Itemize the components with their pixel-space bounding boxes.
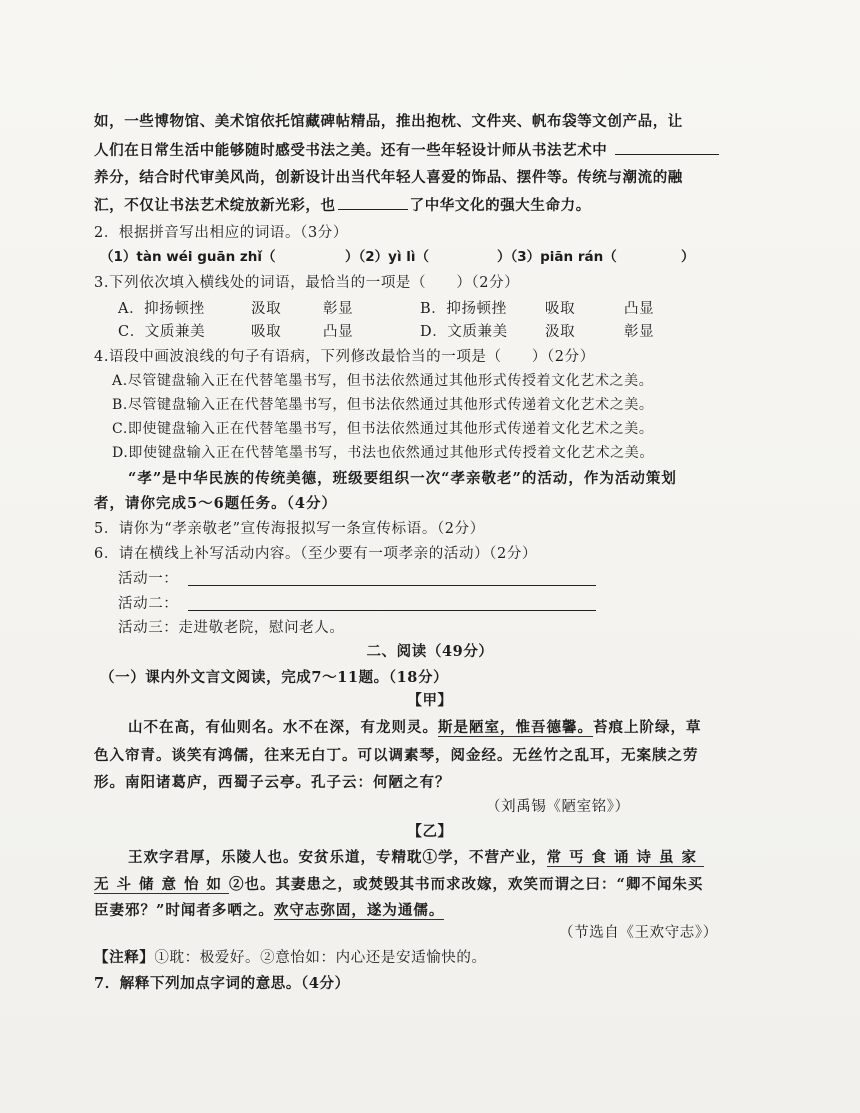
yi-label: 【乙】: [407, 823, 453, 840]
q3-option-b-1[interactable]: B．抑扬顿挫: [420, 301, 507, 317]
q3-option-b-2: 吸取: [545, 301, 576, 317]
q3-option-d-1[interactable]: D．文质兼美: [420, 324, 508, 340]
q3-stem: 3.下列依次填入横线处的词语，最恰当的一项是（ ）（2分）: [94, 275, 520, 291]
passage-line-1: 如，一些博物馆、美术馆依托馆藏碑帖精品，推出抱枕、文件夹、帆布袋等文创产品，让: [94, 113, 683, 130]
yi-line-1-a: 王欢字君厚，乐陵人也。安贫乐道，专精耽①学，不营产业，: [128, 849, 547, 866]
q3-option-c-1[interactable]: C．文质兼美: [118, 324, 206, 340]
jia-line-3: 形。南阳诸葛庐，西蜀子云亭。孔子云：何陋之有？: [94, 774, 451, 791]
reading-1-stem: （一）课内外文言文阅读，完成7～11题。（18分）: [100, 669, 449, 686]
q3-option-a-3: 彰显: [323, 301, 354, 317]
passage-line-4-text-a: 汇，不仅让书法艺术绽放新光彩，也: [94, 197, 336, 214]
q3-option-a-2: 汲取: [251, 301, 282, 317]
passage-line-3: 养分，结合时代审美风尚，创新设计出当代年轻人喜爱的饰品、摆件等。传统与潮流的融: [94, 169, 683, 186]
passage-line-2: [94, 139, 719, 160]
jia-line-1-c: 苔痕上阶绿，草: [593, 719, 702, 736]
jia-line-1-a: 山不在高，有仙则名。水不在深，有龙则灵。: [128, 719, 438, 736]
passage-blank-2[interactable]: [338, 195, 408, 210]
task-intro-line-2: 者，请你完成5～6题任务。（4分）: [94, 495, 338, 512]
q2-pinyin-2: ）（2）yì lì（: [345, 249, 430, 265]
task-intro-line-1: “孝”是中华民族的传统美德，班级要组织一次“孝亲敬老”的活动，作为活动策划: [128, 470, 677, 487]
passage-line-4: [94, 194, 591, 215]
yi-underlined-phrase-a: 常丐食诵诗虽家: [546, 849, 704, 866]
passage-blank-1[interactable]: [615, 140, 719, 155]
passage-line-4-text-b: 了中华文化的强大生命力。: [409, 197, 591, 214]
q6-activity-1-label: 活动一：: [118, 571, 179, 587]
q3-option-b-3: 凸显: [624, 301, 655, 317]
yi-line-2-b: ②也。其妻患之，或焚毁其书而求改嫁，欢笑而谓之曰：“卿不闻朱买: [229, 876, 704, 893]
q6-activity-2-label: 活动二：: [118, 596, 179, 612]
yi-underlined-phrase-b: 无斗储意怡如: [94, 876, 229, 893]
q7-stem: 7．解释下列加点字词的意思。（4分）: [94, 975, 350, 992]
q2-stem: 2．根据拼音写出相应的词语。（3分）: [94, 225, 348, 241]
yi-line-2: [94, 873, 703, 894]
section-2-title: 二、阅读（49分）: [366, 643, 494, 660]
note-label: 【注释】: [94, 949, 155, 966]
note-text: ①耽：极爱好。②意怡如：内心还是安适愉快的。: [154, 950, 487, 966]
q4-stem: 4.语段中画波浪线的句子有语病，下列修改最恰当的一项是（ ）（2分）: [94, 349, 595, 365]
q6-activity-1-answer-line[interactable]: [188, 585, 596, 586]
q4-option-d[interactable]: D.即使键盘输入正在代替笔墨书写，书法也依然通过其他形式传授着文化艺术之美。: [112, 445, 654, 461]
yi-underlined-sentence: 欢守志弥固，遂为通儒。: [273, 902, 445, 919]
q6-activity-2-answer-line[interactable]: [188, 610, 596, 611]
jia-source: （刘禹锡《陋室铭》）: [486, 799, 630, 815]
q2-pinyin-3: ）（3）piān rán（: [497, 249, 617, 265]
q2-pinyin-1: （1）tàn wéi guān zhǐ（: [100, 249, 276, 265]
q2-pinyin-close: ）: [681, 249, 695, 265]
note: [94, 946, 487, 967]
jia-label: 【甲】: [407, 692, 453, 709]
q4-option-a[interactable]: A.尽管键盘输入正在代替笔墨书写，但书法依然通过其他形式传授着文化艺术之美。: [112, 373, 654, 389]
jia-line-1: [128, 716, 702, 737]
q3-option-d-3: 彰显: [624, 324, 655, 340]
q4-option-b[interactable]: B.尽管键盘输入正在代替笔墨书写，但书法依然通过其他形式传递着文化艺术之美。: [112, 397, 654, 413]
q5-stem: 5．请你为“孝亲敬老”宣传海报拟写一条宣传标语。（2分）: [94, 521, 485, 537]
jia-underlined-sentence: 斯是陋室，惟吾德馨。: [438, 719, 593, 736]
q6-activity-3: 活动三：走进敬老院，慰问老人。: [118, 620, 345, 636]
q6-stem: 6．请在横线上补写活动内容。（至少要有一项孝亲的活动）（2分）: [94, 546, 538, 562]
yi-line-3: [94, 899, 444, 920]
jia-line-2: 色入帘青。谈笑有鸿儒，往来无白丁。可以调素琴，阅金经。无丝竹之乱耳，无案牍之劳: [94, 747, 699, 764]
yi-source: （节选自《王欢守志》）: [559, 925, 718, 941]
q3-option-c-2: 吸取: [251, 324, 282, 340]
q3-option-c-3: 凸显: [323, 324, 354, 340]
q3-option-a-1[interactable]: A．抑扬顿挫: [118, 301, 205, 317]
q4-option-c[interactable]: C.即使键盘输入正在代替笔墨书写，但书法依然通过其他形式传递着文化艺术之美。: [112, 421, 654, 437]
passage-line-2-text: 人们在日常生活中能够随时感受书法之美。还有一些年轻设计师从书法艺术中: [94, 142, 608, 159]
yi-line-3-a: 臣妻邪？”时闻者多哂之。: [94, 902, 274, 919]
yi-line-1: [128, 846, 704, 867]
q3-option-d-2: 汲取: [545, 324, 576, 340]
